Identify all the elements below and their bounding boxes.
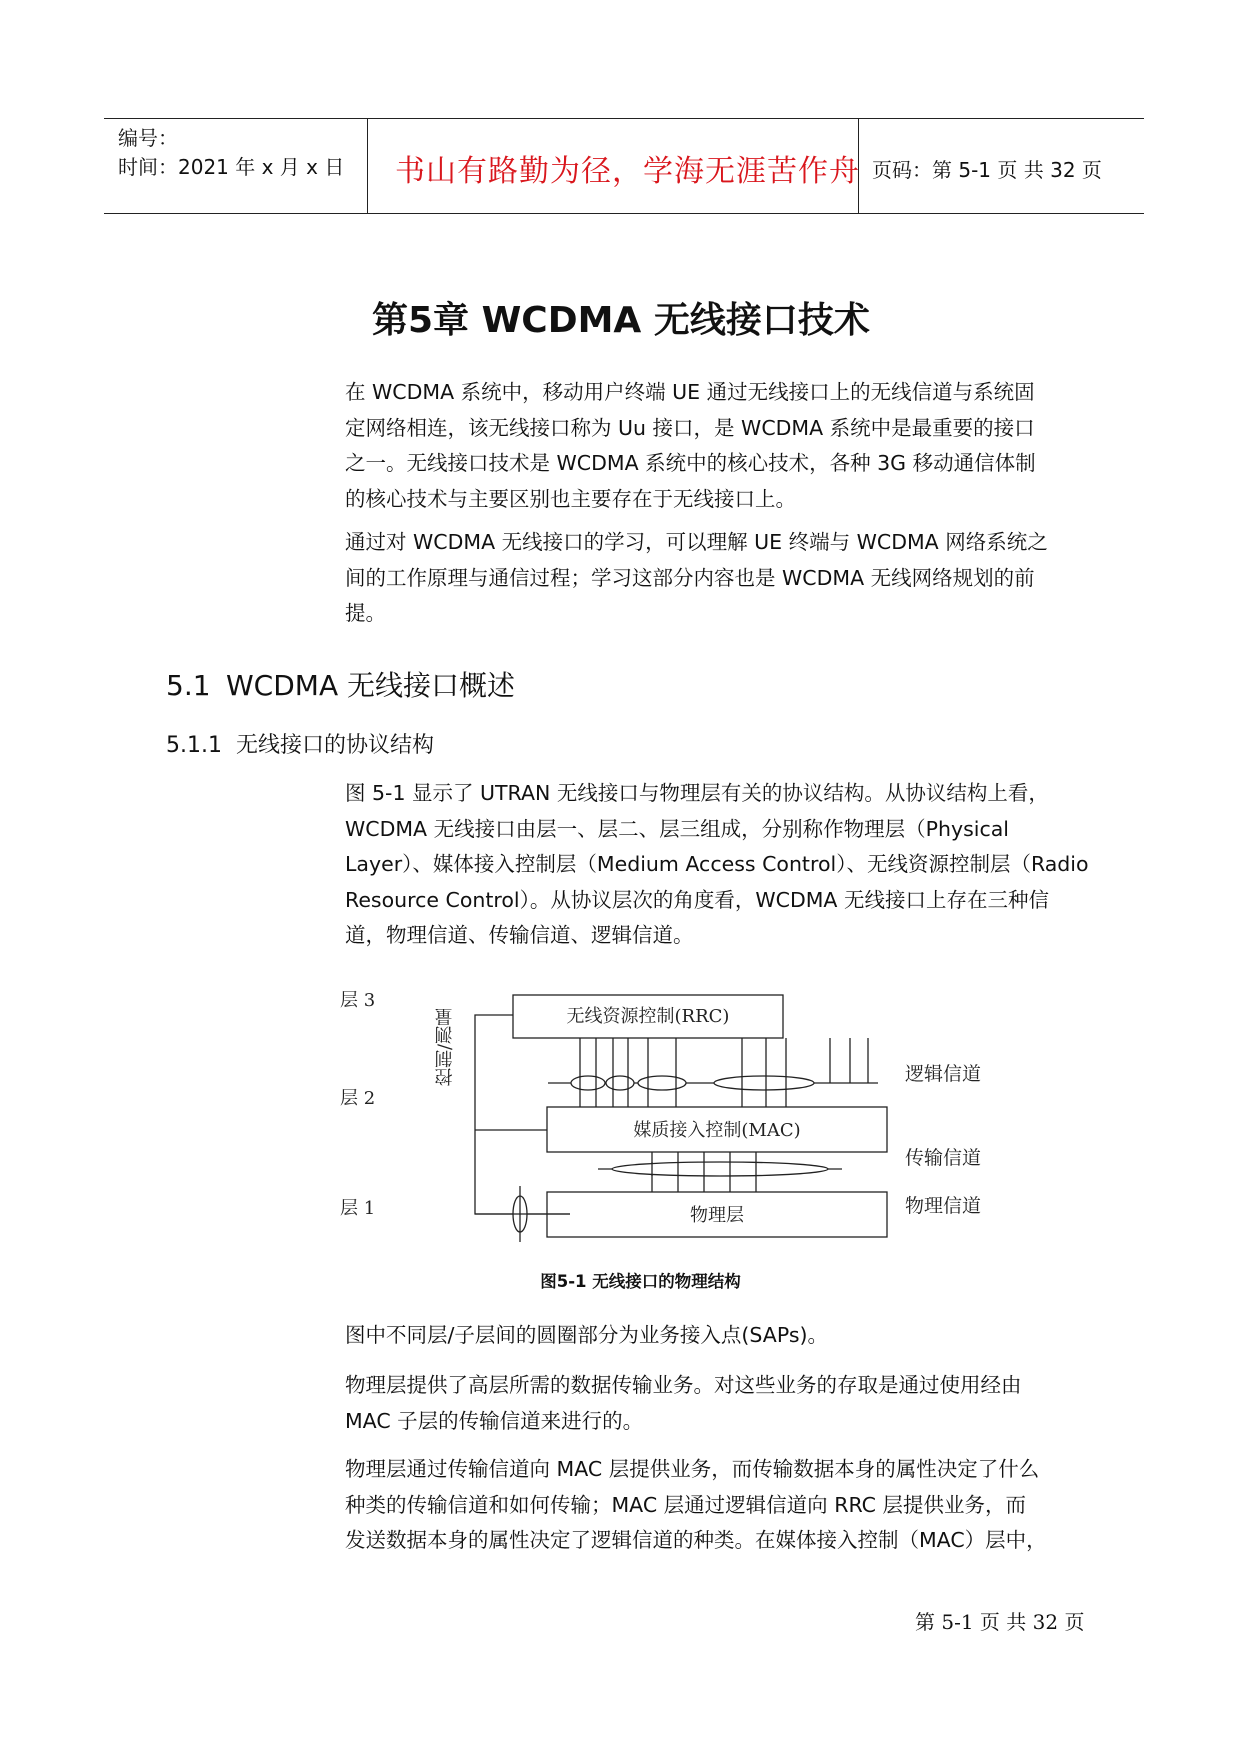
figure-caption (0, 1268, 1241, 1292)
header-motto: 书山有路勤为径，学海无涯苦作舟 (395, 154, 860, 189)
text-line: 间的工作原理与通信过程；学习这部分内容也是 WCDMA 无线网络规划的前 (345, 565, 1035, 590)
sap-ellipse (638, 1076, 686, 1090)
layer-3-label: 层 3 (340, 990, 376, 1011)
section-heading (166, 664, 515, 704)
subsection-heading (166, 728, 434, 759)
rrc-label: 无线资源控制(RRC) (566, 1006, 730, 1027)
body-paragraph-1 (345, 776, 1089, 954)
text-line: 物理层通过传输信道向 MAC 层提供业务，而传输数据本身的属性决定了什么 (345, 1457, 1040, 1481)
sap-ellipse (571, 1076, 605, 1090)
header-divider-left (367, 118, 368, 214)
intro-paragraph-2 (345, 525, 1085, 632)
control-measure-label: 控制/测量 (434, 1007, 456, 1086)
control-measure-bracket (475, 1015, 570, 1214)
figure-caption-text: 图5-1 无线接口的物理结构 (540, 1272, 741, 1291)
chapter-title: 第5章 WCDMA 无线接口技术 (372, 300, 870, 341)
text-line: 发送数据本身的属性决定了逻辑信道的种类。在媒体接入控制（MAC）层中， (345, 1528, 1047, 1552)
intro-paragraph-1 (345, 375, 1085, 517)
header-bottom-rule (104, 213, 1144, 214)
text-line: 通过对 WCDMA 无线接口的学习，可以理解 UE 终端与 WCDMA 网络系统之 (345, 530, 1048, 554)
phy-label: 物理层 (690, 1205, 744, 1226)
body-paragraph-2 (345, 1318, 1085, 1354)
text-line: 图 5-1 显示了 UTRAN 无线接口与物理层有关的协议结构。从协议结构上看， (345, 781, 1049, 805)
text-line: 图中不同层/子层间的圆圈部分为业务接入点(SAPs)。 (345, 1323, 828, 1347)
section-number: 5.1 (166, 669, 211, 702)
text-line: MAC 子层的传输信道来进行的。 (345, 1408, 644, 1433)
text-line: 道，物理信道、传输信道、逻辑信道。 (345, 923, 694, 947)
text-line: 定网络相连，该无线接口称为 Uu 接口，是 WCDMA 系统中是最重要的接口 (345, 415, 1035, 440)
text-line: 提。 (345, 601, 386, 625)
page-footer: 第 5-1 页 共 32 页 (915, 1610, 1085, 1634)
header-top-rule (104, 118, 1144, 119)
header-time-label: 时间：2021 年 x 月 x 日 (118, 155, 345, 179)
text-line: 在 WCDMA 系统中，移动用户终端 UE 通过无线接口上的无线信道与系统固 (345, 380, 1035, 404)
header-serial-label: 编号： (118, 126, 178, 150)
subsection-title: 无线接口的协议结构 (236, 733, 435, 758)
text-line: 的核心技术与主要区别也主要存在于无线接口上。 (345, 486, 796, 511)
transport-channel-label: 传输信道 (905, 1147, 982, 1169)
logical-channel-label: 逻辑信道 (905, 1063, 982, 1085)
layer-1-label: 层 1 (340, 1198, 376, 1219)
text-line: WCDMA 无线接口由层一、层二、层三组成，分别称作物理层（Physical (345, 816, 1009, 841)
text-line: 之一。无线接口技术是 WCDMA 系统中的核心技术，各种 3G 移动通信体制 (345, 451, 1036, 475)
text-line: 种类的传输信道和如何传输；MAC 层通过逻辑信道向 RRC 层提供业务，而 (345, 1492, 1026, 1517)
section-title: WCDMA 无线接口概述 (226, 669, 516, 702)
body-paragraph-3 (345, 1368, 1085, 1439)
text-line: Layer）、媒体接入控制层（Medium Access Control）、无线资源控制层（Radio (345, 852, 1089, 876)
text-line: Resource Control）。从协议层次的角度看，WCDMA 无线接口上存在三种信 (345, 887, 1049, 912)
sap-ellipse (612, 1162, 828, 1176)
sap-ellipse (606, 1076, 634, 1090)
sap-ellipse (714, 1076, 814, 1090)
mac-label: 媒质接入控制(MAC) (633, 1120, 801, 1141)
body-paragraph-4 (345, 1452, 1085, 1559)
protocol-structure-diagram (330, 970, 1010, 1250)
layer-2-label: 层 2 (340, 1088, 376, 1109)
subsection-number: 5.1.1 (166, 733, 222, 758)
header-page-info: 页码：第 5-1 页 共 32 页 (872, 158, 1102, 182)
text-line: 物理层提供了高层所需的数据传输业务。对这些业务的存取是通过使用经由 (345, 1373, 1022, 1397)
physical-channel-label: 物理信道 (905, 1195, 982, 1217)
